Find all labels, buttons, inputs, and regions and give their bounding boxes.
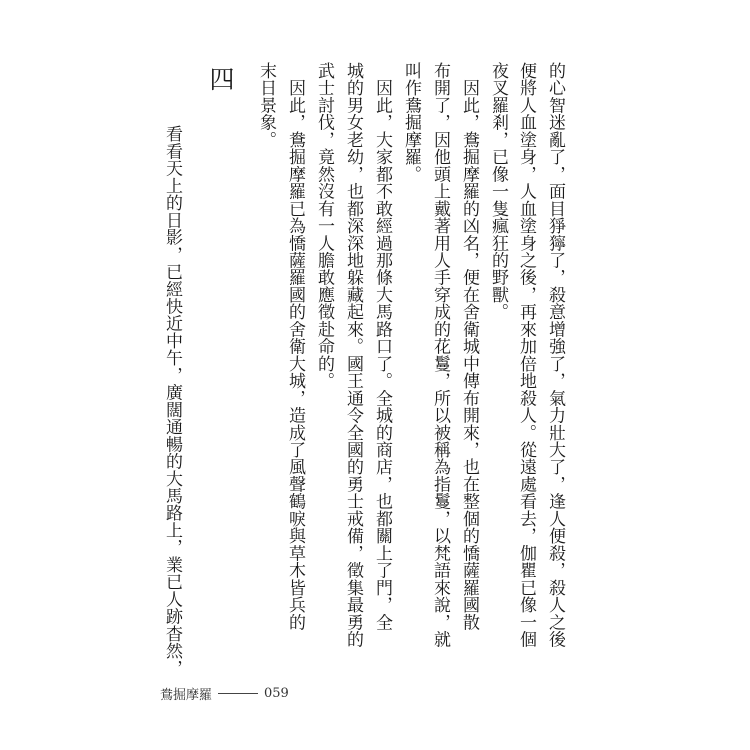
text-column: 武士討伐，竟然沒有一人膽敢應徵赴命的。 — [314, 62, 334, 390]
section-heading: 四 — [206, 66, 235, 91]
text-column: 看看天上的日影，已經快近中午，廣闊通暢的大馬路上，業已人跡杳然， — [162, 108, 182, 677]
footer-book-title: 鴦掘摩羅 — [160, 688, 213, 703]
text-column: 城的男女老幼，也都深深地躲藏起來。國王通令全國的勇士戒備，徵集最勇的 — [343, 62, 363, 648]
text-column: 夜叉羅剎，已像一隻瘋狂的野獸。 — [488, 62, 508, 321]
text-column: 布開了，因他頭上戴著用人手穿成的花鬘，所以被稱為指鬘，以梵語來說，就 — [430, 62, 450, 648]
page-number: 059 — [264, 686, 289, 701]
text-column: 便將人血塗身，人血塗身之後，再來加倍地殺人。從遠處看去，伽瞿已像一個 — [516, 62, 536, 648]
page-footer — [160, 684, 289, 703]
text-column: 因此，大家都不敢經過那條大馬路口了。全城的商店，也都關上了門，全 — [372, 62, 392, 631]
text-column: 因此，鴦掘摩羅已為憍薩羅國的舍衛大城，造成了風聲鶴唳與草木皆兵的 — [285, 62, 305, 631]
text-column: 的心智迷亂了，面目猙獰了，殺意增強了，氣力壯大了，逢人便殺，殺人之後 — [545, 62, 565, 648]
footer-rule — [218, 693, 258, 694]
text-column: 叫作鴦掘摩羅。 — [401, 62, 421, 183]
text-column: 因此，鴦掘摩羅的凶名，便在舍衛城中傳布開來，也在整個的憍薩羅國散 — [459, 62, 479, 631]
text-column: 末日景象。 — [256, 62, 276, 149]
